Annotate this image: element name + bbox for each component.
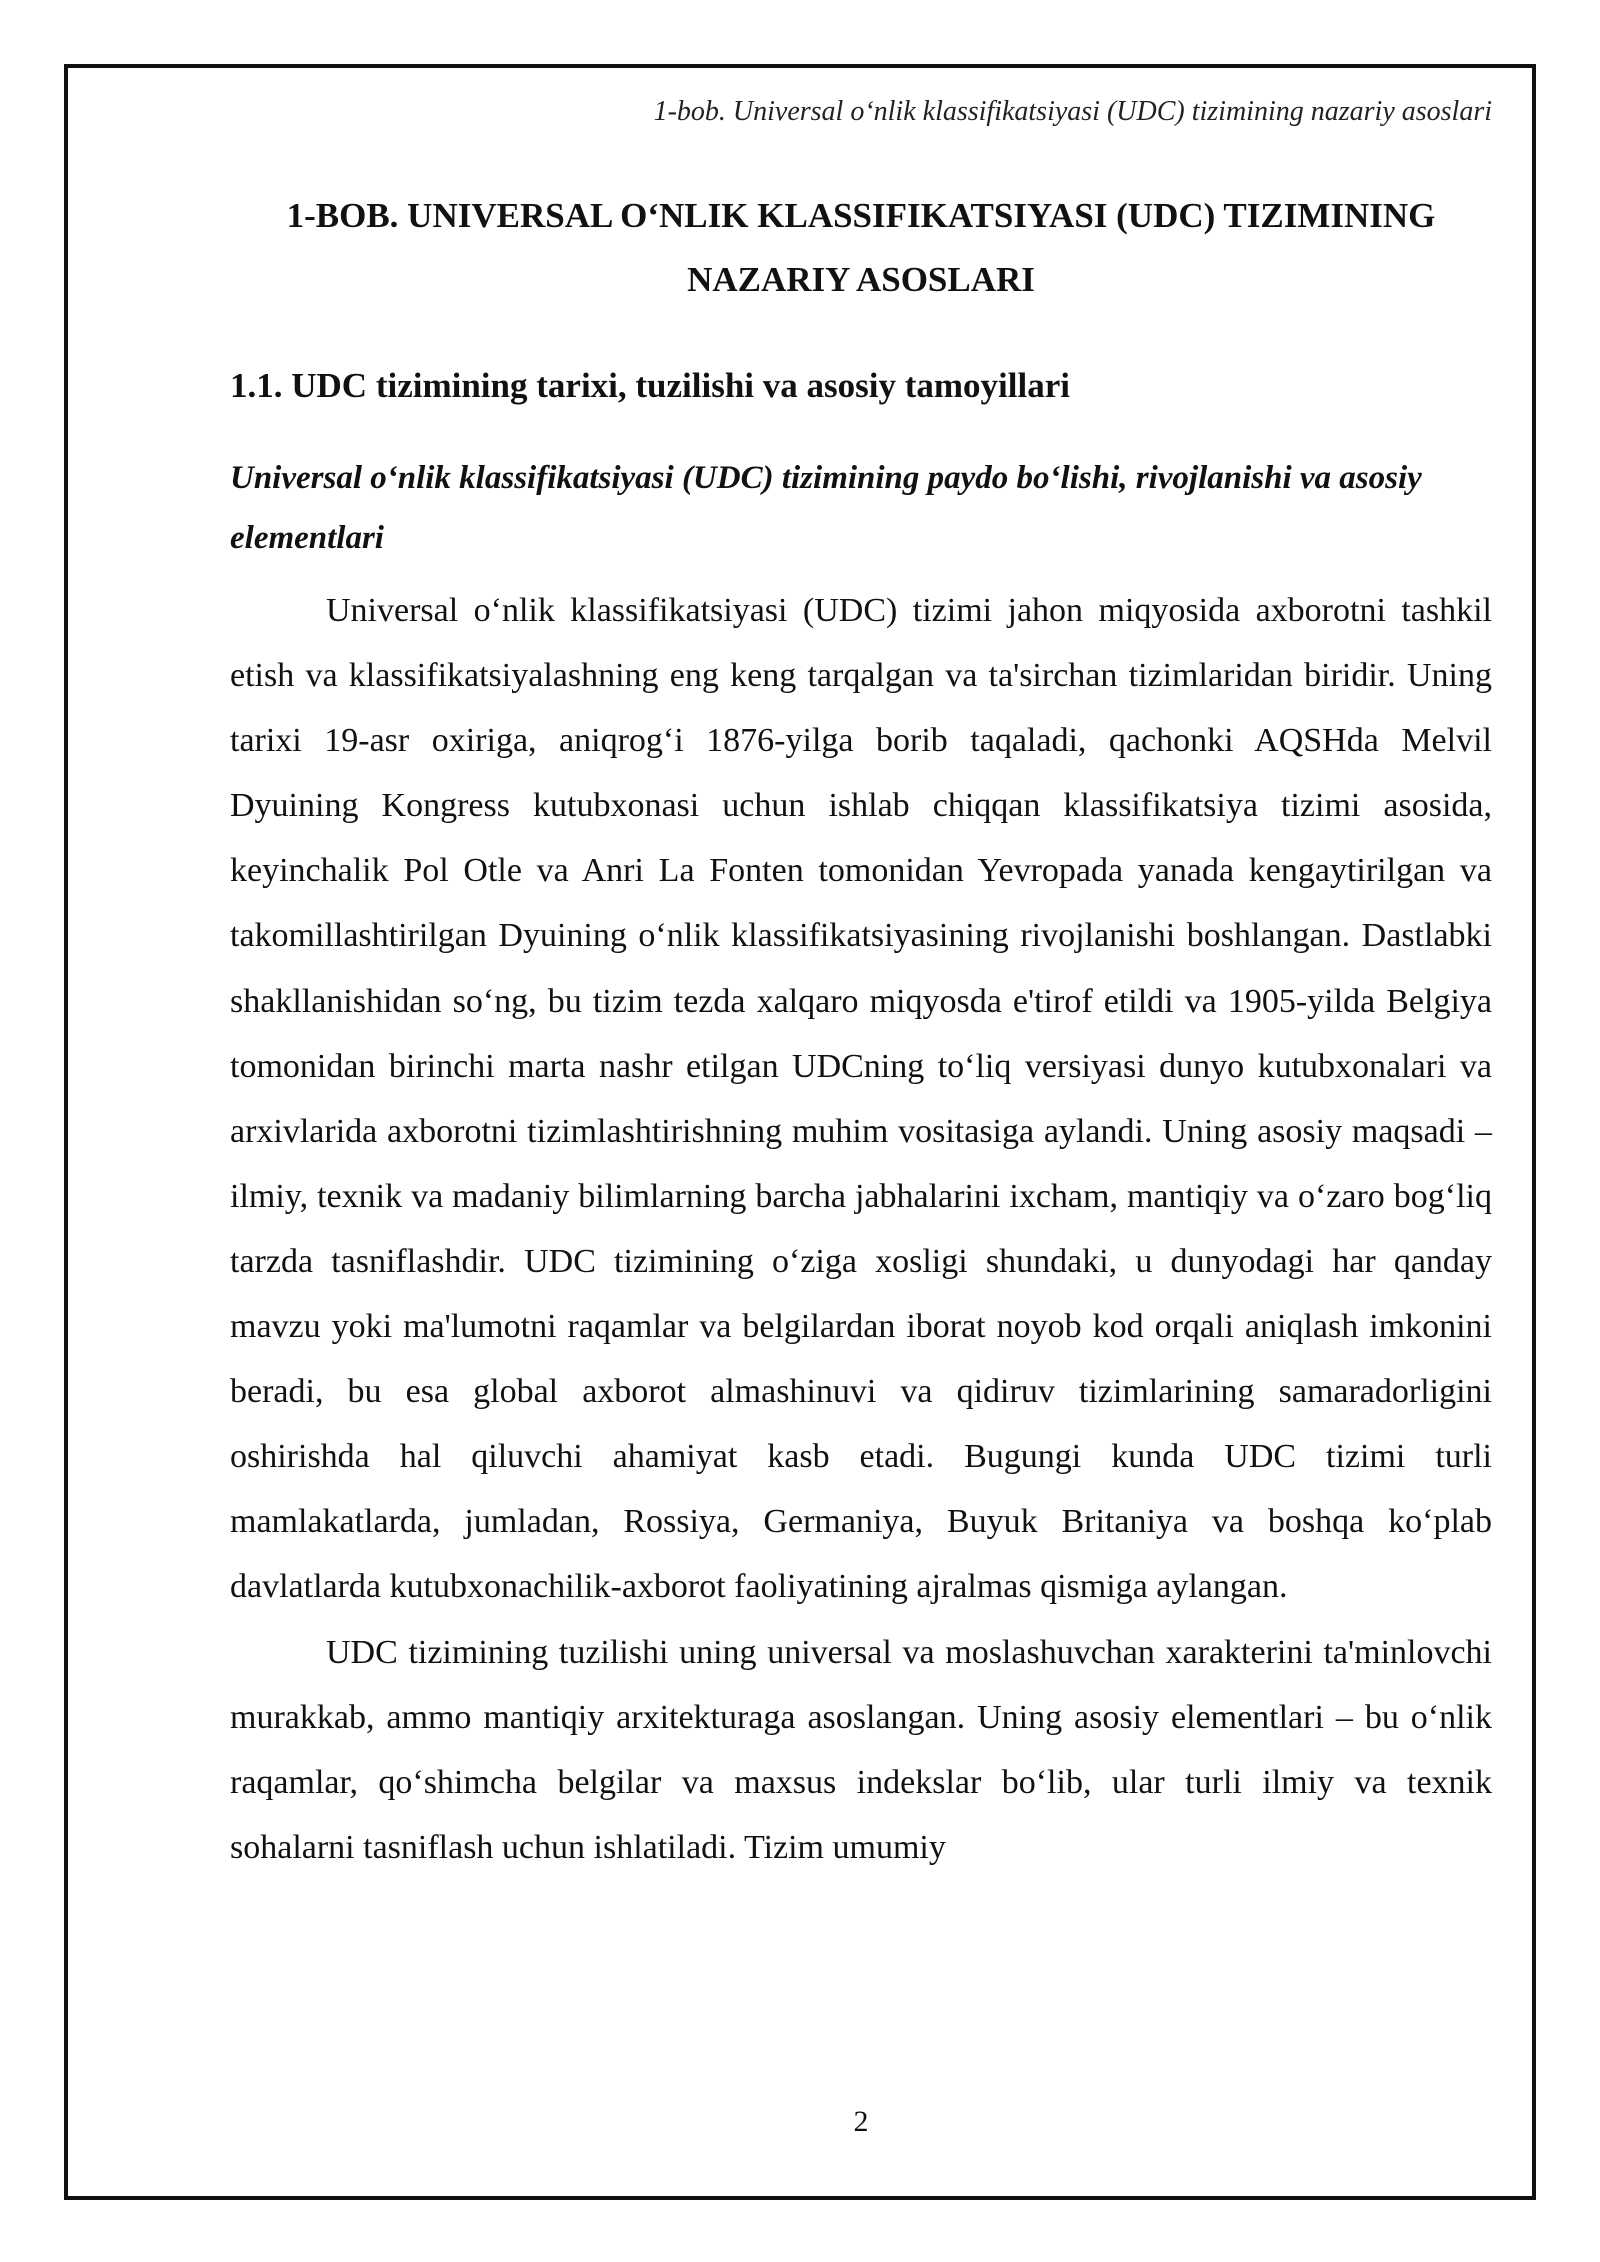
chapter-title: 1-BOB. UNIVERSAL O‘NLIK KLASSIFIKATSIYASI (UDC) TIZIMINING NAZARIY ASOSLARI [286,196,1436,299]
section-title: 1.1. UDC tizimining tarixi, tuzilishi va asosiy tamoyillari [230,366,1070,405]
page-number: 2 [853,2105,869,2138]
subsection-title: Universal o‘nlik klassifikatsiyasi (UDC) tizimining paydo bo‘lishi, rivojlanishi va asosiy elementlari [230,460,1422,556]
paragraph-2: UDC tizimining tuzilishi uning universal va moslashuvchan xarakterini ta'minlovchi murakkab, ammo mantiqiy arxitekturaga asoslangan. Uning asosiy elementlari – bu o‘nlik raqamlar, qo‘shimcha belgilar va maxsus indekslar bo‘lib, ular turli ilmiy va texnik sohalarni tasniflash uchun ishlatiladi. Tizim umumiy [230,1633,1492,1866]
running-header: 1-bob. Universal o‘nlik klassifikatsiyasi (UDC) tizimining nazariy asoslari [653,96,1492,127]
paragraph-1: Universal o‘nlik klassifikatsiyasi (UDC) tizimi jahon miqyosida axborotni tashkil etish va klassifikatsiyalashning eng keng tarqalgan va ta'sirchan tizimlaridan biridir. Uning tarixi 19-asr oxiriga, aniqrog‘i 1876-yilga borib taqaladi, qachonki AQSHda Melvil Dyuining Kongress kutubxonasi uchun ishlab chiqqan klassifikatsiya tizimi asosida, keyinchalik Pol Otle va Anri La Fonten tomonidan Yevropada yanada kengaytirilgan va takomillashtirilgan Dyuining o‘nlik klassifikatsiyasining rivojlanishi boshlangan. Dastlabki shakllanishidan so‘ng, bu tizim tezda xalqaro miqyosda e'tirof etildi va 1905-yilda Belgiya tomonidan birinchi marta nashr etilgan UDCning to‘liq versiyasi dunyo kutubxonalari va arxivlarida axborotni tizimlashtirishning muhim vositasiga aylandi. Uning asosiy maqsadi – ilmiy, texnik va madaniy bilimlarning barcha jabhalarini ixcham, mantiqiy va o‘zaro bog‘liq tarzda tasniflashdir. UDC tizimining o‘ziga xosligi shundaki, u dunyodagi har qanday mavzu yoki ma'lumotni raqamlar va belgilardan iborat noyob kod orqali aniqlash imkonini beradi, bu esa global axborot almashinuvi va qidiruv tizimlarining samaradorligini oshirishda hal qiluvchi ahamiyat kasb etadi. Bugungi kunda UDC tizimi turli mamlakatlarda, jumladan, Rossiya, Germaniya, Buyuk Britaniya va boshqa ko‘plab davlatlarda kutubxonachilik-axborot faoliyatining ajralmas qismiga aylangan. [230,592,1492,1606]
body-text [230,578,1492,1880]
